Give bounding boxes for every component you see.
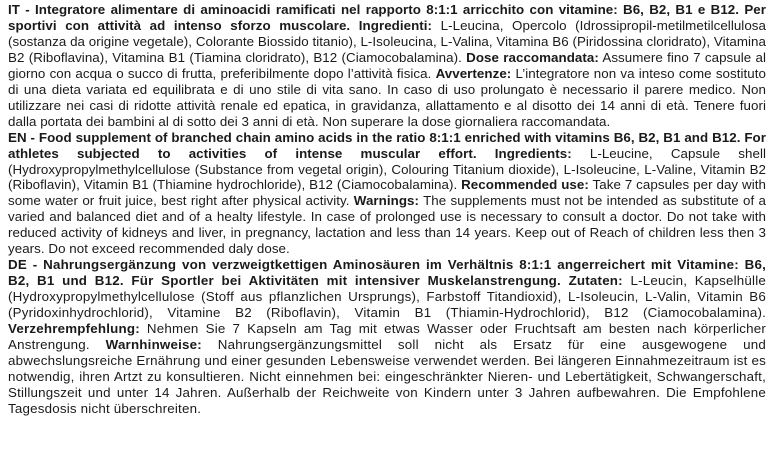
de-warnings-label: Warnhinweise:	[105, 337, 202, 353]
section-english	[8, 130, 766, 258]
en-ingredients-text: L-Leucine, Capsule shell (Hydroxypropylmethylcellulose (Substance from vegetal origin), Colouring Titanium dioxide), L-Isoleucine, L-Valine, Vitamin B2 (Riboflavin), Vitamin B1 (Thiamine hydrochloride), B12 (Ciamocobalamina).	[8, 145, 766, 193]
it-ingredients-label: Ingredienti:	[358, 17, 433, 33]
it-warnings-label: Avvertenze:	[435, 65, 512, 81]
it-heading: IT - Integratore alimentare di aminoacidi ramificati nel rapporto 8:1:1 arricchito con vitamine: B6, B2, B1 e B12. Per sportivi con attività ad intenso sforzo muscolare.	[8, 2, 766, 33]
de-dose-text: Nehmen Sie 7 Kapseln am Tag mit etwas Wasser oder Fruchtsaft am besten nach körperlicher Anstrengung.	[8, 321, 766, 353]
en-warnings-text: The supplements must not be intended as substitute of a varied and balanced diet and of a healty lifestyle. In case of prolonged use is necessary to consult a doctor. Do not take with reduced activity of kidneys and liver, in pregnancy, lactation and less than 14 years. Keep out of Reach of children less then 3 years. Do not exceed recommended daly dose.	[8, 193, 766, 257]
it-dose-text: Assumere fino 7 capsule al giorno con acqua o succo di frutta, preferibilmente dopo l’attività fisica.	[8, 49, 766, 81]
it-dose-label: Dose raccomandata:	[466, 49, 599, 65]
en-ingredients-label: Ingredients:	[494, 145, 572, 161]
en-heading: EN - Food supplement of branched chain amino acids in the ratio 8:1:1 enriched with vitamins B6, B2, B1 and B12. For athletes subjected to activities of intense muscular effort.	[8, 129, 766, 161]
section-italian	[8, 2, 766, 130]
en-dose-text: Take 7 capsules per day with some water or fruit juice, best right after physical activity.	[8, 177, 766, 209]
it-warnings-text: L’integratore non va inteso come sostituto di una dieta variata ed equilibrata e di uno stile di vita sano. In caso di uso prolungato è necessario il parere medico. Non utilizzare nei casi di ridotte attività renale ed epatica, in gravidanza, allattamento e al disotto dei 14 anni di età. Tenere fuori dalla portata dei bambini al di sotto dei 3 anni di età. Non superare la dose giornaliera raccomandata.	[8, 65, 766, 129]
section-german	[8, 257, 766, 417]
en-dose-label: Recommended use:	[461, 177, 589, 193]
it-ingredients-text: L-Leucina, Opercolo (Idrossipropil-metilmetilcellulosa (sostanza da origine vegetale), Colorante Biossido titanio), L-Isoleucina, L-Valina, Vitamina B6 (Piridossina cloridrato), Vitamina B2 (Riboflavina), Vitamina B1 (Tiamina cloridrato), B12 (Ciamocobalamina).	[8, 17, 766, 65]
de-ingredients-label: Zutaten:	[568, 273, 623, 289]
de-heading: DE - Nahrungsergänzung von verzweigtkettigen Aminosäuren im Verhältnis 8:1:1 angerreichert mit Vitamine: B6, B2, B1 und B12. Für Sportler bei Aktivitäten mit intensiver Muskelanstrengung.	[8, 257, 766, 289]
en-warnings-label: Warnings:	[353, 193, 419, 209]
de-ingredients-text: L-Leucin, Kapselhülle (Hydroxypropylmethylcellulose (Stoff aus pflanzlichen Ursprungs), Farbstoff Titandioxid), L-Isoleucin, L-Valin, Vitamin B6 (Pyridoxinhydrochlorid), Vitamine B2 (Riboflavin), Vitamin B1 (Thiamin-Hydrochlorid), B12 (Ciamocobalamina).	[8, 273, 766, 321]
de-dose-label: Verzehrempfehlung:	[8, 321, 140, 337]
de-warnings-text: Nahrungsergänzungsmittel soll nicht als Ersatz für eine ausgewogene und abwechslungsreiche Ernährung und einer gesunden Lebensweise verwendet werden. Bei längeren Einnahmezeitraum ist es notwendig, ihren Artzt zu konsultieren. Nicht einnehmen bei: eingeschränkter Nieren- und Lebertätigkeit, Schwangerschaft, Stillungszeit und unter 14 Jahren. Außerhalb der Reichweite von Kindern unter 3 Jahren aufbewahren. Die Empfohlene Tagesdosis nicht überschreiten.	[8, 337, 766, 416]
